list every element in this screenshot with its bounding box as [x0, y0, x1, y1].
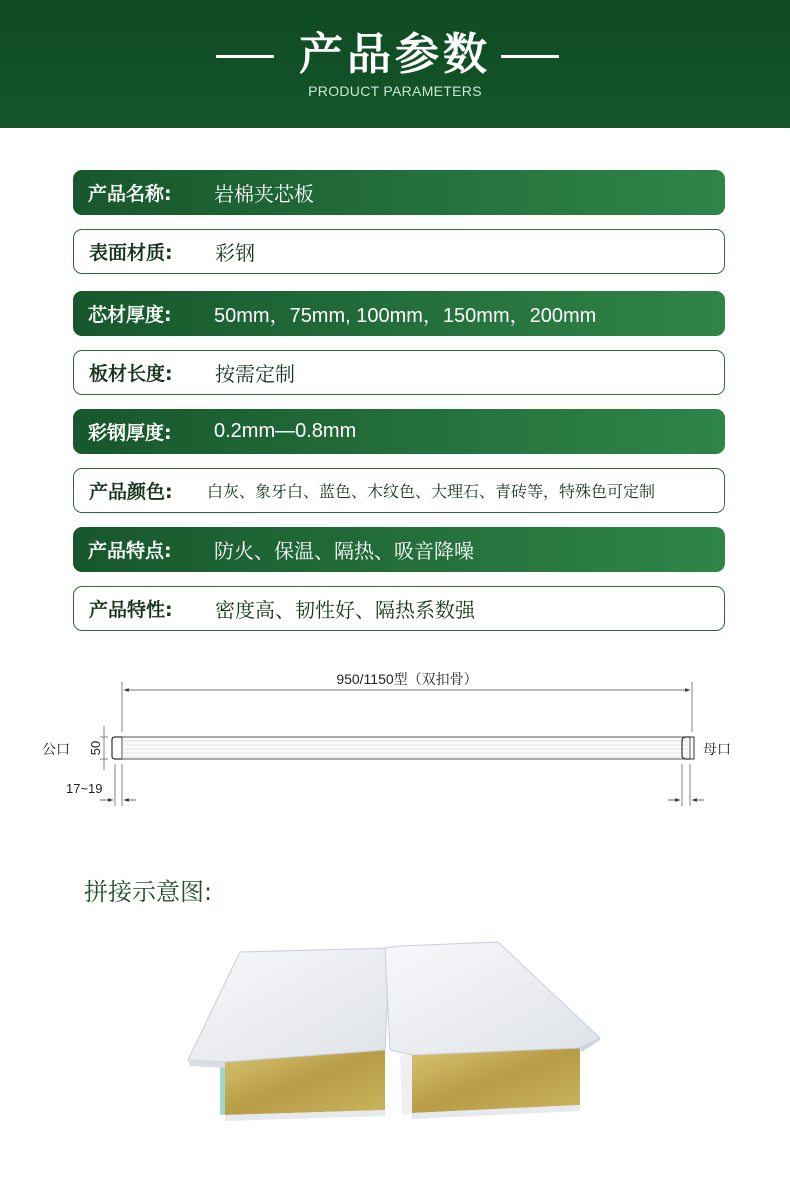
param-row-properties [73, 586, 725, 631]
param-row-colors [73, 468, 725, 513]
param-value: 50mm，75mm, 100mm，150mm，200mm [214, 305, 597, 327]
param-label: 彩钢厚度: [88, 422, 172, 444]
title-right-rule [501, 55, 559, 58]
param-row-core-thickness [73, 291, 725, 336]
param-label: 芯材厚度: [88, 304, 172, 326]
param-label: 产品特性: [89, 599, 173, 621]
panel-section-diagram [0, 660, 790, 820]
param-label: 产品颜色: [89, 481, 173, 503]
splice-diagram-title: 拼接示意图: [84, 878, 213, 906]
panel-body [122, 737, 690, 759]
param-value: 0.2mm—0.8mm [214, 420, 357, 442]
right-panel [385, 942, 600, 1119]
female-joint-lip [690, 737, 694, 759]
page-subtitle: PRODUCT PARAMETERS [308, 83, 482, 99]
param-value: 白灰、象牙白、蓝色、木纹色、大理石、青砖等，特殊色可定制 [207, 484, 656, 501]
steel-top-sheet [188, 948, 390, 1062]
width-dimension-label: 950/1150型（双扣骨） [336, 671, 478, 687]
param-label: 表面材质: [89, 242, 173, 264]
param-value: 防火、保温、隔热、吸音降噪 [214, 541, 474, 563]
param-row-features [73, 527, 725, 572]
param-row-panel-length [73, 350, 725, 395]
param-row-surface-material [73, 229, 725, 274]
left-panel [188, 948, 390, 1121]
page-header [0, 0, 790, 128]
param-value: 彩钢 [215, 243, 255, 265]
param-value: 岩棉夹芯板 [214, 184, 314, 206]
param-value: 按需定制 [215, 364, 295, 386]
param-value: 密度高、韧性好、隔热系数强 [215, 600, 475, 622]
param-label: 产品名称: [88, 183, 172, 205]
param-row-product-name [73, 170, 725, 215]
thickness-label: 50 [88, 740, 103, 756]
param-label: 板材长度: [89, 363, 173, 385]
steel-top-sheet [385, 942, 600, 1055]
male-joint-label: 公口 [42, 741, 70, 757]
female-joint-label: 母口 [703, 741, 731, 757]
panel-splice-illustration [180, 930, 610, 1130]
rockwool-core [412, 1048, 580, 1113]
param-label: 产品特点: [88, 540, 172, 562]
param-row-steel-thickness [73, 409, 725, 454]
male-joint [112, 737, 122, 759]
edge-dimension-label: 17~19 [66, 781, 103, 796]
page-title: 产品参数 [299, 29, 491, 80]
